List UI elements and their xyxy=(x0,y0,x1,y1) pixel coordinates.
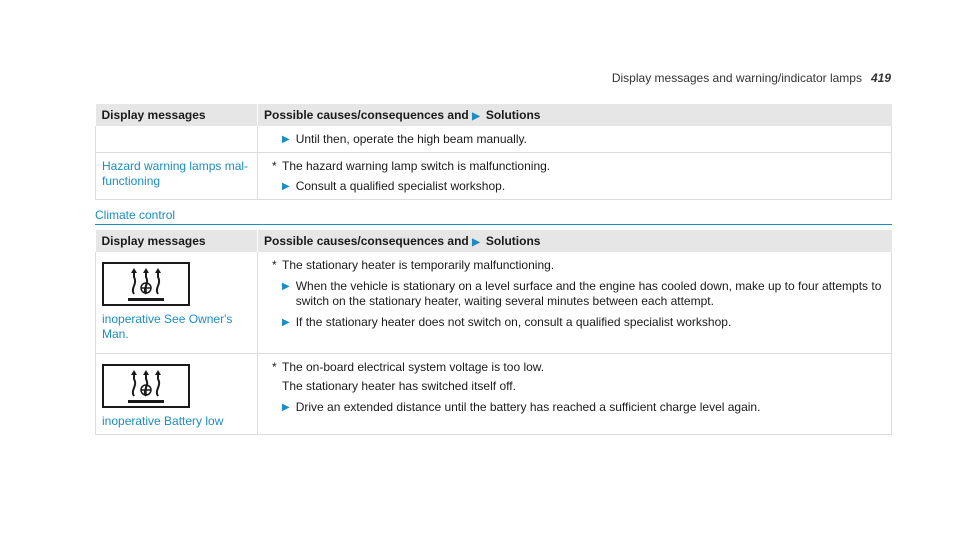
messages-table-lighting xyxy=(95,104,892,200)
column-header-solutions-suffix: Solutions xyxy=(485,108,541,122)
page-header xyxy=(612,71,891,85)
section-title: Climate control xyxy=(95,208,892,225)
table-row xyxy=(96,252,892,353)
arrow-icon: ▶ xyxy=(282,281,290,292)
column-header-solutions-prefix: Possible causes/consequences and xyxy=(264,108,469,122)
messages-table-climate xyxy=(95,230,892,435)
step-text: Until then, operate the high beam manually. xyxy=(295,132,527,146)
table-row xyxy=(96,153,892,200)
note-text: The stationary heater has switched itself off. xyxy=(282,378,516,393)
message-text-line1: inoperative Battery low xyxy=(102,413,224,428)
solution-cell xyxy=(258,153,892,200)
arrow-icon: ▶ xyxy=(282,401,290,413)
solution-step xyxy=(264,132,885,147)
table-row xyxy=(96,126,892,153)
message-text-line2: functioning xyxy=(102,174,161,188)
message-cell xyxy=(96,252,258,353)
solution-step xyxy=(264,315,885,330)
arrow-icon: ▶ xyxy=(282,134,290,145)
solution-cell xyxy=(258,126,892,153)
stationary-heater-icon xyxy=(102,364,190,408)
header-title: Display messages and warning/indicator lamps xyxy=(611,71,862,85)
cause xyxy=(272,258,885,273)
stationary-heater-icon xyxy=(102,262,190,306)
column-header-solutions xyxy=(258,230,892,252)
column-header-display: Display messages xyxy=(96,104,258,126)
message-cell xyxy=(96,353,258,434)
message-text-line1: Hazard warning lamps mal- xyxy=(102,159,249,173)
message-cell xyxy=(96,153,258,200)
cause-text: The on-board electrical system voltage is too low. xyxy=(282,359,545,374)
solution-step xyxy=(264,279,885,309)
cause-marker: * xyxy=(272,258,277,272)
step-text-line2: switch on the stationary heater, waiting several minutes between each attempt. xyxy=(295,294,714,308)
solution-cell xyxy=(258,353,892,434)
cause xyxy=(272,360,885,375)
table-header-row xyxy=(96,104,892,126)
message-text-line2: Man. xyxy=(102,327,129,341)
table-row xyxy=(96,353,892,434)
solution-cell xyxy=(258,252,892,353)
cause-text: The stationary heater is temporarily malfunctioning. xyxy=(282,258,555,272)
step-text: Consult a qualified specialist workshop. xyxy=(295,179,506,193)
step-text: Drive an extended distance until the battery has reached a sufficient charge level again. xyxy=(295,399,761,414)
message-text-line1: inoperative See Owner's xyxy=(102,312,233,326)
message-cell xyxy=(96,126,258,153)
column-header-solutions xyxy=(258,104,892,126)
step-text-line1: When the vehicle is stationary on a level surface and the engine has cooled down, make up to four attempts to xyxy=(295,279,882,293)
arrow-icon: ▶ xyxy=(282,181,290,192)
column-header-solutions-suffix: Solutions xyxy=(485,234,541,248)
cause-marker: * xyxy=(272,359,277,374)
solution-step xyxy=(264,400,885,415)
cause xyxy=(272,159,885,174)
column-header-display: Display messages xyxy=(96,230,258,252)
arrow-icon: ▶ xyxy=(282,317,290,328)
cause-marker: * xyxy=(272,159,277,173)
cause-text: The hazard warning lamp switch is malfunctioning. xyxy=(282,159,551,173)
table-header-row xyxy=(96,230,892,252)
page-number: 419 xyxy=(870,71,891,85)
column-header-solutions-prefix: Possible causes/consequences and xyxy=(264,234,469,248)
solution-step xyxy=(264,179,885,194)
arrow-icon: ▶ xyxy=(472,237,480,248)
step-text: If the stationary heater does not switch on, consult a qualified specialist workshop. xyxy=(295,315,732,329)
arrow-icon: ▶ xyxy=(472,111,480,122)
